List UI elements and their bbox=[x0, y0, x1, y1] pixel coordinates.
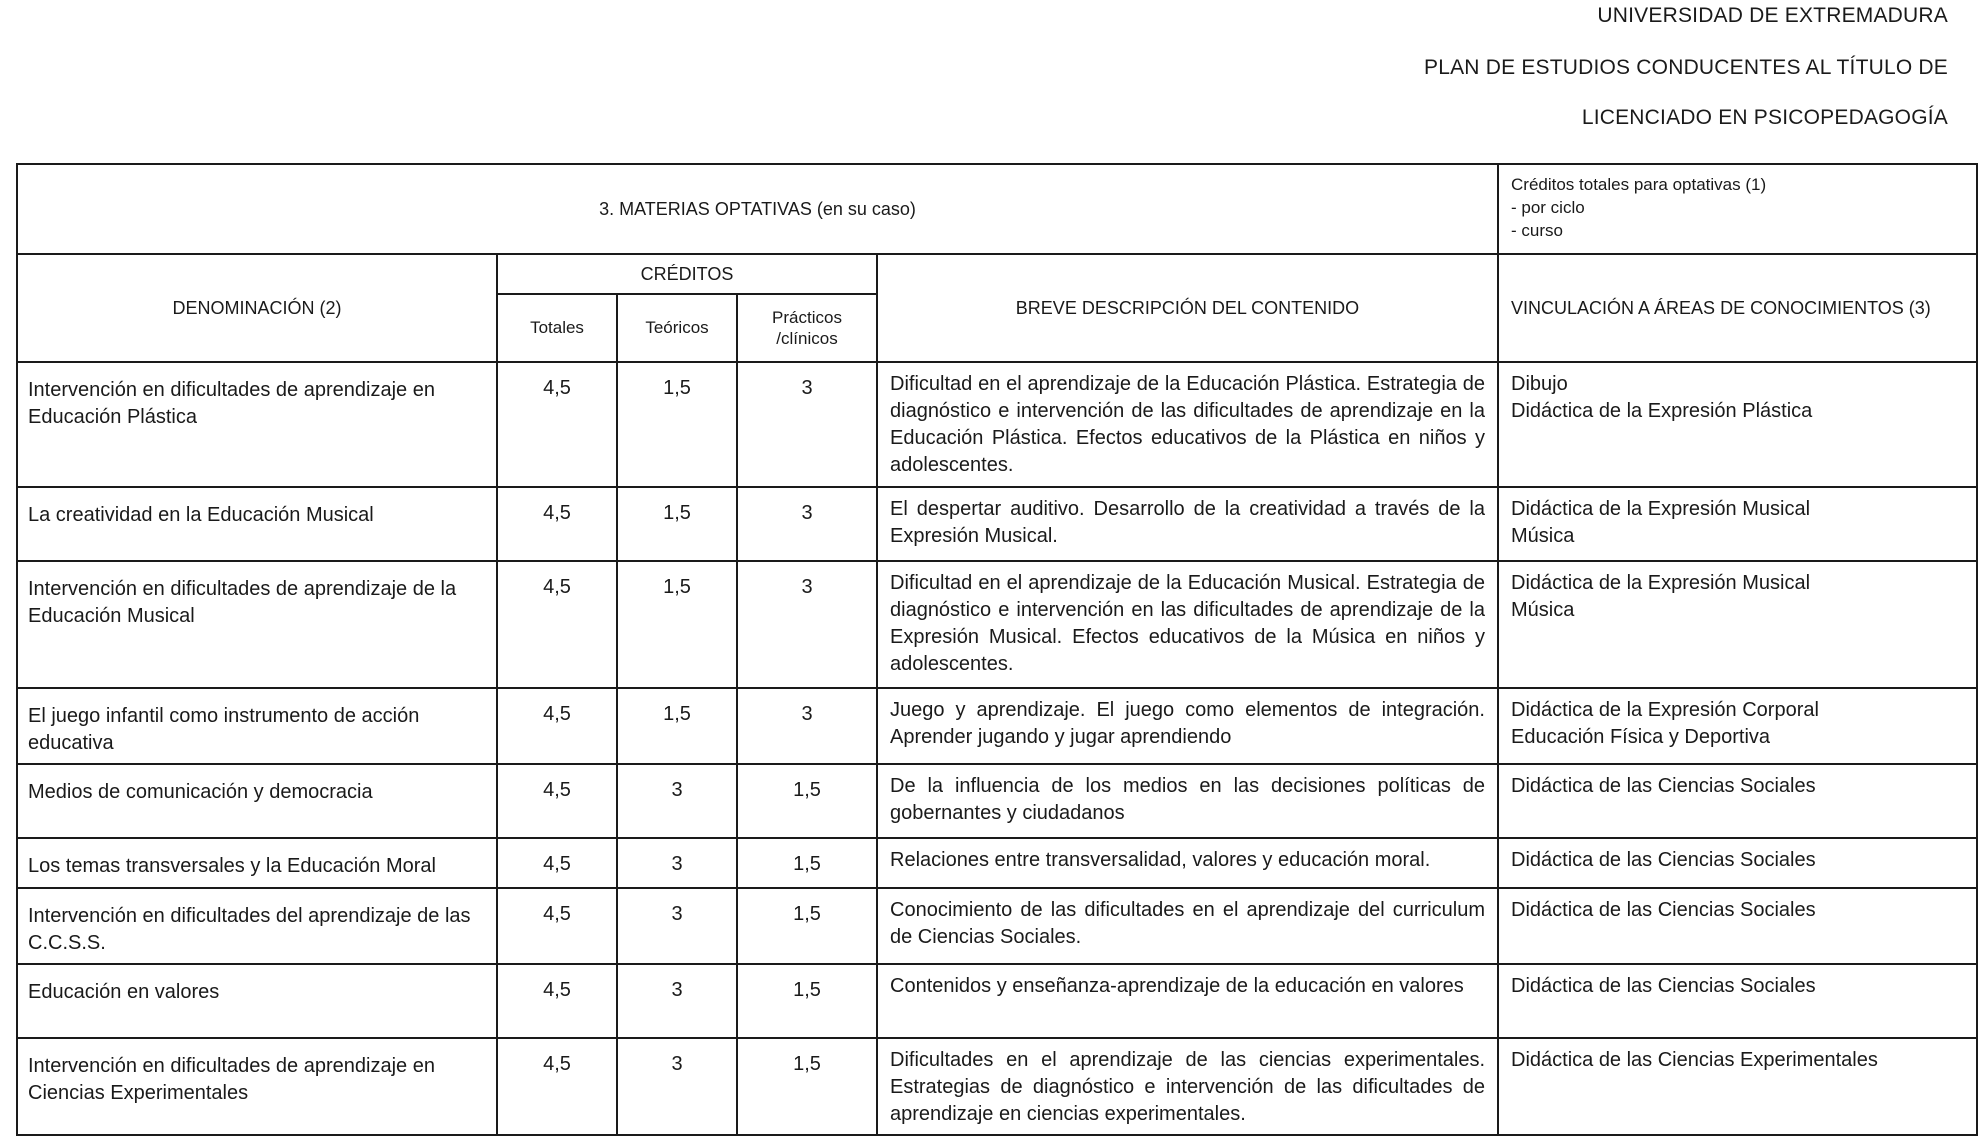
practical-credits: 3 bbox=[737, 487, 877, 561]
degree-title: LICENCIADO EN PSICOPEDAGOGÍA bbox=[1581, 106, 1948, 129]
subject-name: Los temas transversales y la Educación Moral bbox=[17, 838, 497, 888]
table-row bbox=[17, 1038, 1977, 1135]
subject-name: El juego infantil como instrumento de acción educativa bbox=[17, 688, 497, 764]
table-row bbox=[17, 362, 1977, 487]
table-title: 3. MATERIAS OPTATIVAS (en su caso) bbox=[17, 164, 1498, 254]
plan-title: PLAN DE ESTUDIOS CONDUCENTES AL TÍTULO DE bbox=[1424, 56, 1948, 79]
theory-credits: 1,5 bbox=[617, 561, 737, 688]
total-credits: 4,5 bbox=[497, 838, 617, 888]
column-header-row bbox=[17, 254, 1977, 294]
subject-name: Medios de comunicación y democracia bbox=[17, 764, 497, 838]
total-credits: 4,5 bbox=[497, 1038, 617, 1135]
knowledge-area: Didáctica de las Ciencias Sociales bbox=[1511, 849, 1816, 871]
table-row bbox=[17, 561, 1977, 688]
theory-credits: 3 bbox=[617, 888, 737, 964]
total-credits: 4,5 bbox=[497, 487, 617, 561]
content-description: Relaciones entre transversalidad, valores y educación moral. bbox=[877, 838, 1498, 888]
content-description: Conocimiento de las dificultades en el aprendizaje del curriculum de Ciencias Sociales. bbox=[877, 888, 1498, 964]
practical-credits: 1,5 bbox=[737, 964, 877, 1038]
table-row bbox=[17, 688, 1977, 764]
subject-name: La creatividad en la Educación Musical bbox=[17, 487, 497, 561]
theory-credits: 3 bbox=[617, 964, 737, 1038]
total-credits: 4,5 bbox=[497, 362, 617, 487]
clinical-label: /clínicos bbox=[776, 329, 838, 348]
credits-per-course-line: - curso bbox=[1511, 221, 1563, 240]
table-title-row bbox=[17, 164, 1977, 254]
knowledge-area: Didáctica de la Expresión Plástica bbox=[1511, 400, 1813, 422]
credits-totals-line: Créditos totales para optativas (1) bbox=[1511, 175, 1767, 194]
practical-credits: 1,5 bbox=[737, 1038, 877, 1135]
theory-credits: 3 bbox=[617, 838, 737, 888]
credits-totals-note bbox=[1498, 164, 1977, 254]
optional-subjects-table bbox=[16, 163, 1978, 1136]
theory-credits: 1,5 bbox=[617, 362, 737, 487]
knowledge-areas bbox=[1498, 888, 1977, 964]
knowledge-area: Didáctica de la Expresión Corporal bbox=[1511, 699, 1819, 721]
table-row bbox=[17, 487, 1977, 561]
content-description: Contenidos y enseñanza-aprendizaje de la educación en valores bbox=[877, 964, 1498, 1038]
table-row bbox=[17, 964, 1977, 1038]
practical-credits: 1,5 bbox=[737, 838, 877, 888]
content-description: De la influencia de los medios en las decisiones políticas de gobernantes y ciudadanos bbox=[877, 764, 1498, 838]
knowledge-areas bbox=[1498, 362, 1977, 487]
knowledge-areas bbox=[1498, 764, 1977, 838]
knowledge-areas bbox=[1498, 964, 1977, 1038]
practical-credits-header bbox=[737, 294, 877, 362]
knowledge-areas bbox=[1498, 1038, 1977, 1135]
content-description: Dificultad en el aprendizaje de la Educación Musical. Estrategia de diagnóstico e intervención en las dificultades de aprendizaje de la Expresión Musical. Efectos educativos de la Música en niños y adolescentes. bbox=[877, 561, 1498, 688]
knowledge-area: Didáctica de la Expresión Musical bbox=[1511, 498, 1811, 520]
theory-credits: 1,5 bbox=[617, 487, 737, 561]
total-credits: 4,5 bbox=[497, 888, 617, 964]
content-description: Dificultades en el aprendizaje de las ciencias experimentales. Estrategias de diagnóstico e intervención de las dificultades de aprendizaje en ciencias experimentales. bbox=[877, 1038, 1498, 1135]
table-row bbox=[17, 764, 1977, 838]
theory-credits: 3 bbox=[617, 1038, 737, 1135]
practical-credits: 1,5 bbox=[737, 888, 877, 964]
knowledge-area: Educación Física y Deportiva bbox=[1511, 726, 1771, 748]
knowledge-area: Música bbox=[1511, 525, 1575, 547]
subject-name: Intervención en dificultades de aprendizaje en Educación Plástica bbox=[17, 362, 497, 487]
theory-credits-header: Teóricos bbox=[617, 294, 737, 362]
practical-credits: 1,5 bbox=[737, 764, 877, 838]
practical-credits: 3 bbox=[737, 688, 877, 764]
knowledge-area: Música bbox=[1511, 599, 1575, 621]
subject-name: Intervención en dificultades del aprendizaje de las C.C.S.S. bbox=[17, 888, 497, 964]
theory-credits: 3 bbox=[617, 764, 737, 838]
total-credits: 4,5 bbox=[497, 764, 617, 838]
knowledge-area: Didáctica de las Ciencias Experimentales bbox=[1511, 1049, 1878, 1071]
knowledge-area: Didáctica de las Ciencias Sociales bbox=[1511, 899, 1816, 921]
practical-credits: 3 bbox=[737, 362, 877, 487]
table-row bbox=[17, 838, 1977, 888]
credits-per-cycle-line: - por ciclo bbox=[1511, 198, 1585, 217]
university-name: UNIVERSIDAD DE EXTREMADURA bbox=[1597, 4, 1948, 27]
theory-credits: 1,5 bbox=[617, 688, 737, 764]
total-credits: 4,5 bbox=[497, 688, 617, 764]
total-credits: 4,5 bbox=[497, 561, 617, 688]
knowledge-area: Didáctica de la Expresión Musical bbox=[1511, 572, 1811, 594]
knowledge-areas bbox=[1498, 838, 1977, 888]
subject-name: Educación en valores bbox=[17, 964, 497, 1038]
knowledge-area: Dibujo bbox=[1511, 373, 1568, 395]
knowledge-areas bbox=[1498, 487, 1977, 561]
practical-label: Prácticos bbox=[772, 308, 842, 327]
total-credits: 4,5 bbox=[497, 964, 617, 1038]
practical-credits: 3 bbox=[737, 561, 877, 688]
subject-name: Intervención en dificultades de aprendizaje en Ciencias Experimentales bbox=[17, 1038, 497, 1135]
subject-name: Intervención en dificultades de aprendizaje de la Educación Musical bbox=[17, 561, 497, 688]
description-header: BREVE DESCRIPCIÓN DEL CONTENIDO bbox=[877, 254, 1498, 362]
knowledge-areas-header: VINCULACIÓN A ÁREAS DE CONOCIMIENTOS (3) bbox=[1498, 254, 1977, 362]
denomination-header: DENOMINACIÓN (2) bbox=[17, 254, 497, 362]
total-credits-header: Totales bbox=[497, 294, 617, 362]
content-description: El despertar auditivo. Desarrollo de la creatividad a través de la Expresión Musical. bbox=[877, 487, 1498, 561]
table-row bbox=[17, 888, 1977, 964]
knowledge-areas bbox=[1498, 688, 1977, 764]
knowledge-area: Didáctica de las Ciencias Sociales bbox=[1511, 775, 1816, 797]
knowledge-areas bbox=[1498, 561, 1977, 688]
content-description: Dificultad en el aprendizaje de la Educación Plástica. Estrategia de diagnóstico e intervención de las dificultades de aprendizaje en la Educación Plástica. Efectos educativos de la Plástica en niños y adolescentes. bbox=[877, 362, 1498, 487]
knowledge-area: Didáctica de las Ciencias Sociales bbox=[1511, 975, 1816, 997]
credits-header: CRÉDITOS bbox=[497, 254, 877, 294]
content-description: Juego y aprendizaje. El juego como elementos de integración. Aprender jugando y jugar aprendiendo bbox=[877, 688, 1498, 764]
